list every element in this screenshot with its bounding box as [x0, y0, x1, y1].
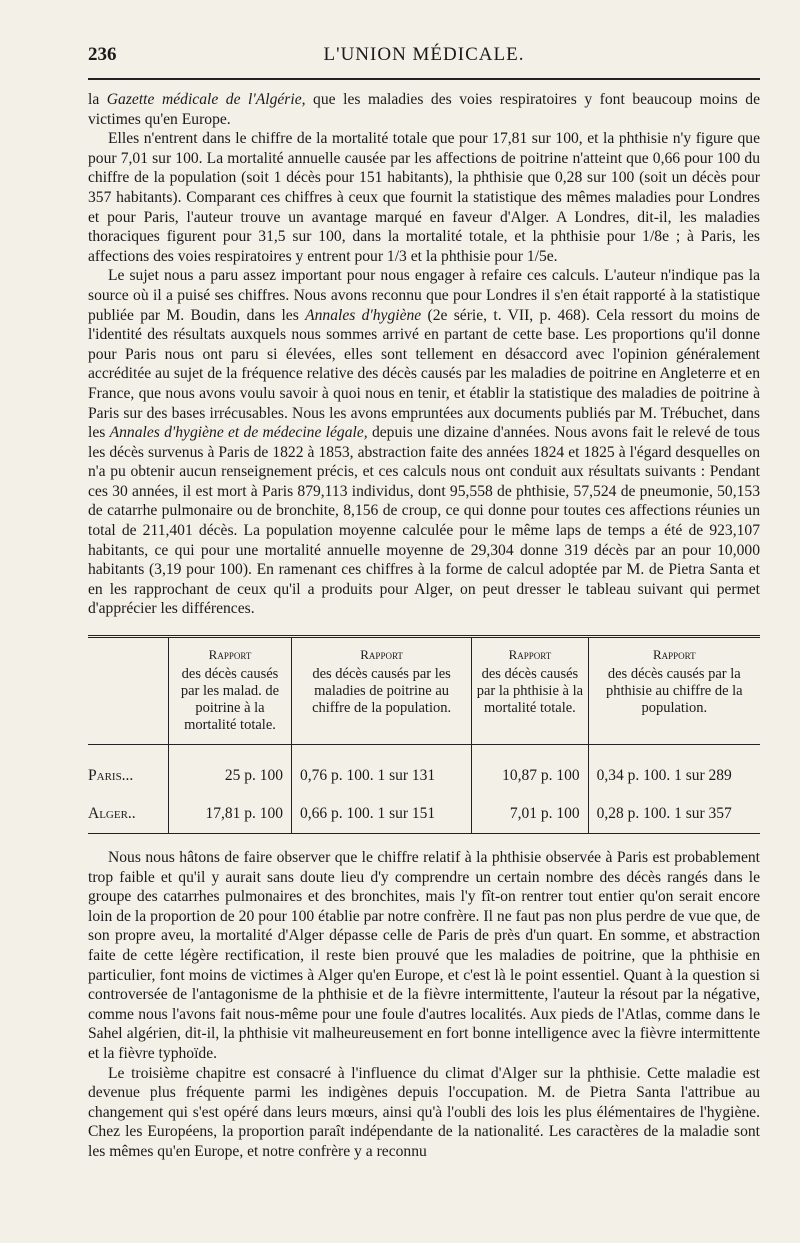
header-caption: Rapport — [208, 647, 252, 663]
journal-title: L'UNION MÉDICALE. — [323, 44, 525, 65]
italic-title: Annales d'hygiène — [305, 306, 422, 324]
text-run: (2e série, t. VII, p. 468). Cela ressort du moins de l'identité des résultats auxquels nous sommes arrivé en partant de cette base. Les proportions qu'il donne pour Paris nous ont paru si élevées, elles sont tellement en désaccord avec l'opinion généralement accréditée au sujet de la fréquence relative des décès causés par les maladies de poitrine en Angleterre et en France, que nous avons voulu savoir à quoi nous en tenir, et établir la statistique des maladies de poitrine à Paris sur des bases irrécusables. Nous les avons empruntées aux documents publiés par M. Trébuchet, dans les — [88, 306, 760, 442]
table-cell: 7,01 p. 100 — [472, 795, 588, 833]
table-cell: 0,28 p. 100. 1 sur 357 — [588, 795, 760, 833]
header-caption: Rapport — [360, 647, 403, 663]
header-caption: Rapport — [508, 647, 552, 663]
table-cell: 17,81 p. 100 — [169, 795, 292, 833]
header-text: des décès causés par la phthisie au chiffre de la population. — [605, 666, 743, 717]
header-caption: Rapport — [652, 647, 696, 663]
statistics-table-wrap — [88, 635, 760, 834]
table-header-row — [88, 638, 760, 745]
table-row-paris — [88, 757, 760, 795]
table-header-cell-empty — [88, 638, 169, 745]
mortality-table — [88, 638, 760, 833]
italic-title: Annales d'hygiène et de médecine légale, — [109, 424, 368, 442]
table-cell: 10,87 p. 100 — [472, 757, 588, 795]
table-bottom-rule — [88, 833, 760, 834]
text-run: Elles n'entrent dans le chiffre de la mortalité totale que pour 17,81 sur 100, et la phthisie n'y figure que pour 7,01 sur 100. La mortalité annuelle causée par les affections de poitrine n'atteint que 0,66 pour 100 du chiffre de la population (soit 1 décès pour 151 habitants), la phthisie que 0,28 sur 100 (soit un décès pour 357 habitants). Comparant ces chiffres à ceux que fournit la statistique des mêmes maladies pour Londres et pour Paris, l'auteur trouve un avantage marqué en faveur d'Alger. A Londres, dit-il, les maladies thoraciques figurent pour 31,5 sur 100, dans la mortalité totale, et la phthisie pour 1/8e ; à Paris, les affections des voies respiratoires y entrent pour 1/3 et la phthisie pour 1/5e. — [88, 130, 760, 265]
header-text: des décès causés par les maladies de poitrine au chiffre de la population. — [312, 666, 452, 717]
running-head — [88, 44, 760, 74]
table-cell: 0,76 p. 100. 1 sur 131 — [291, 757, 471, 795]
table-cell: 0,34 p. 100. 1 sur 289 — [588, 757, 760, 795]
table-header-cell — [291, 638, 471, 745]
paragraph — [88, 266, 760, 619]
table-row-alger — [88, 795, 760, 833]
page-number: 236 — [88, 44, 117, 65]
text-run: que les maladies des voies respiratoires y font beaucoup moins de victimes qu'en Europe. — [88, 91, 760, 128]
paragraph — [88, 90, 760, 129]
table-cell: 25 p. 100 — [169, 757, 292, 795]
paragraph — [88, 129, 760, 266]
table-header-cell — [169, 638, 292, 745]
table-cell: 0,66 p. 100. 1 sur 151 — [291, 795, 471, 833]
body-text — [88, 90, 760, 619]
table-separator — [88, 745, 760, 758]
header-text: des décès causés par les malad. de poitrine à la mortalité totale. — [180, 666, 280, 734]
table-header-cell — [472, 638, 588, 745]
city-cell: Alger.. — [88, 805, 136, 823]
text-run: depuis une dizaine d'années. Nous avons fait le relevé de tous les décès survenus à Paris de 1822 à 1853, abstraction faite des années 1824 et 1825 à l'égard desquelles on n'a pu obtenir aucun renseignement précis, et ces calculs nous ont conduit aux résultats suivants : Pendant ces 30 années, il est mort à Paris 879,113 individus, dont 95,558 de phthisie, 57,524 de pneumonie, 50,153 de catarrhe pulmonaire ou de bronchite, 8,156 de croup, ce qui donne pour toutes ces affections réunies un total de 211,401 décès. La population moyenne calculée pour le même laps de temps a été de 923,107 habitants, ce qui pour une mortalité annuelle moyenne de 29,304 donne 319 décès par an pour 10,000 habitants (3,19 pour 100). En ramenant ces chiffres à la forme de calcul adoptée par M. de Pietra Santa et en les rapprochant de ceux qu'il a produits pour Alger, on peut dresser le tableau suivant qui permet d'apprécier les différences. — [88, 424, 761, 618]
table-header-cell — [588, 638, 760, 745]
text-run: Le sujet nous a paru assez important pour nous engager à refaire ces calculs. L'auteur n'indique pas la source où il a puisé ses chiffres. Nous avons reconnu que pour Londres il s'en était rapporté à la statistique publiée par M. Boudin, dans les — [88, 267, 760, 324]
city-cell: Paris... — [88, 767, 134, 785]
paragraph: Nous nous hâtons de faire observer que le chiffre relatif à la phthisie observée à Paris est probablement trop faible et qu'il y aurait sans doute lieu d'y comprendre un certain nombre des décès rangés dans le groupe des catarrhes pulmonaires et des bronchites, mais l'y fît-on rentrer tout entier qu'on serait encore loin de la proportion de 20 pour 100 établie par notre confrère. Il ne faut pas non plus perdre de vue que, de son propre aveu, la mortalité d'Alger dépasse celle de Paris de près d'un quart. En somme, et abstraction faite de cette légère rectification, il reste bien prouvé que les maladies de poitrine, que la phthisie en particulier, font moins de victimes à Alger qu'en Europe, et c'est là le point essentiel. Quant à la question si controversée de l'antagonisme de la phthisie et de la fièvre intermittente, l'auteur la résout par la négative, comme nous l'avons fait nous-même pour une foule d'autres localités. Aux pieds de l'Atlas, comme dans le Sahel algérien, dit-il, la phthisie vit malheureusement en fort bonne intelligence avec la fièvre intermittente et la fièvre typhoïde. — [88, 849, 760, 1062]
closing-text — [88, 848, 760, 1162]
header-rule — [88, 78, 760, 80]
text-run: la — [88, 91, 107, 108]
paragraph: Le troisième chapitre est consacré à l'influence du climat d'Alger sur la phthisie. Cette maladie est devenue plus fréquente parmi les indigènes depuis l'occupation. M. de Pietra Santa l'attribue au changement qui s'est opéré dans leurs mœurs, ainsi qu'à l'oubli des lois les plus élémentaires de l'hygiène. Chez les Européens, la proportion paraît indépendante de la nationalité. Les caractères de la maladie sont les mêmes qu'en Europe, et notre confrère y a reconnu — [88, 1064, 760, 1160]
header-text: des décès causés par la phthisie à la mortalité totale. — [476, 666, 584, 717]
italic-title: Gazette médicale de l'Algérie, — [106, 91, 306, 108]
